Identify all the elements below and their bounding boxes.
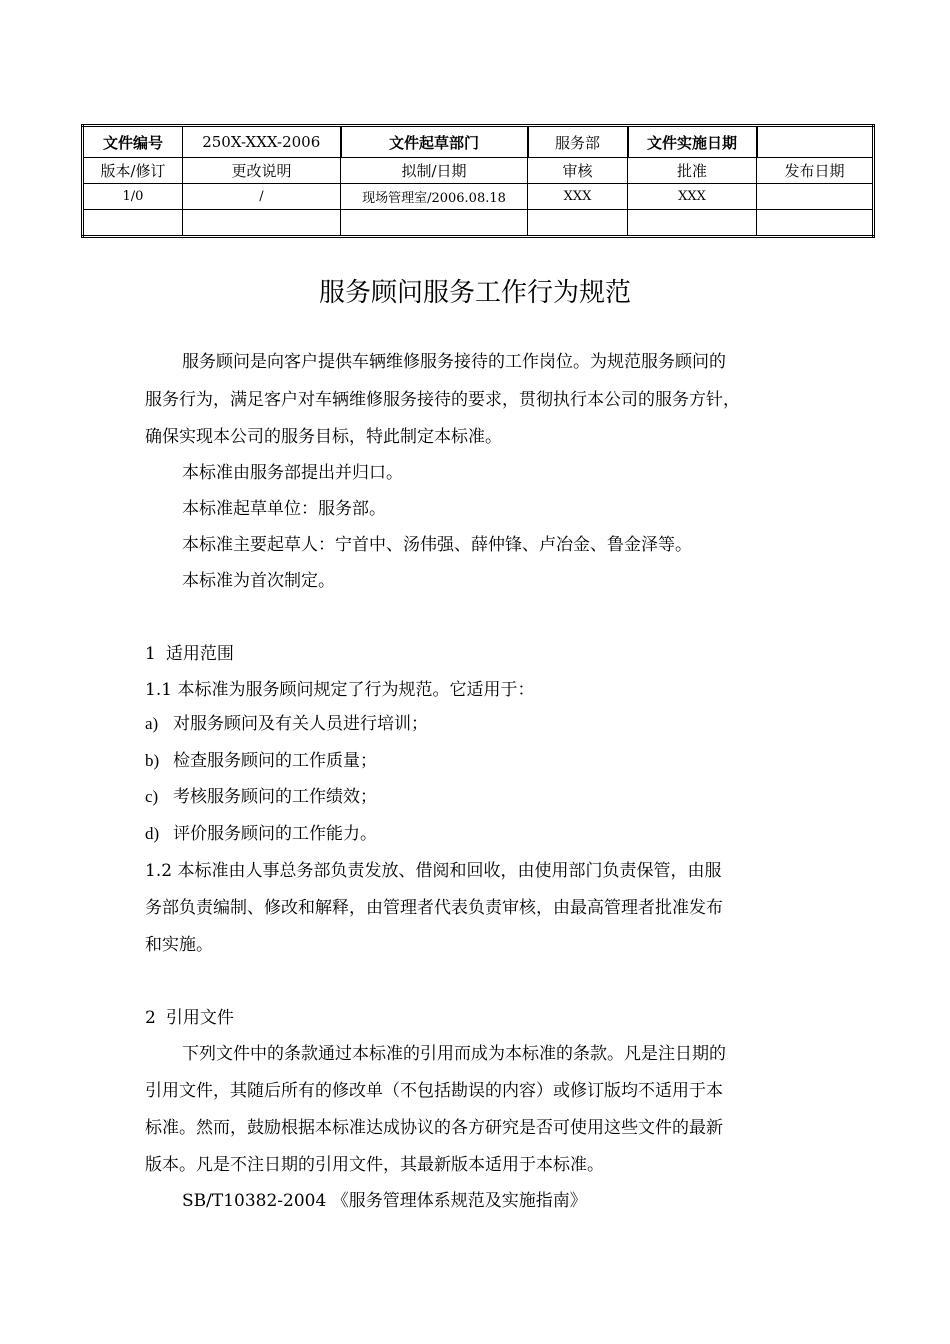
- document-title: 服务顾问服务工作行为规范: [318, 278, 631, 308]
- doc-no-value: 250X-XXX-2006: [183, 126, 341, 158]
- header-row-2: [83, 158, 874, 184]
- section-2-line: 下列文件中的条款通过本标准的引用而成为本标准的条款。凡是注日期的: [182, 1044, 726, 1064]
- impl-date-label: 文件实施日期: [628, 126, 757, 158]
- doc-no-label: 文件编号: [83, 126, 183, 158]
- drafted-date-value: 现场管理室/2006.08.18: [341, 184, 528, 210]
- dept-label: 文件起草部门: [341, 126, 528, 158]
- empty-cell: [628, 210, 757, 237]
- review-value: XXX: [528, 184, 628, 210]
- clause-1-2-line: 务部负责编制、修改和解释，由管理者代表负责审核，由最高管理者批准发布: [145, 898, 723, 918]
- approve-value: XXX: [628, 184, 757, 210]
- reference-document: SB/T10382-2004 《服务管理体系规范及实施指南》: [182, 1191, 587, 1211]
- section-1-heading: [145, 644, 234, 664]
- intro-line: 服务顾问是向客户提供车辆维修服务接待的工作岗位。为规范服务顾问的: [182, 352, 726, 372]
- empty-cell: [83, 210, 183, 237]
- section-2-line: 标准。然而，鼓励根据本标准达成协议的各方研究是否可使用这些文件的最新: [145, 1118, 723, 1138]
- publish-date-value: [757, 184, 874, 210]
- section-2-line: 版本。凡是不注日期的引用文件，其最新版本适用于本标准。: [145, 1155, 604, 1175]
- version-value: 1/0: [83, 184, 183, 210]
- impl-date-value: [757, 126, 874, 158]
- clause-1-2-line: 和实施。: [145, 935, 213, 955]
- intro-line: 本标准主要起草人：宁首中、汤伟强、薛仲锋、卢冶金、鲁金泽等。: [182, 535, 692, 555]
- approve-label: 批准: [628, 158, 757, 184]
- empty-cell: [183, 210, 341, 237]
- section-2-line: 引用文件，其随后所有的修改单（不包括勘误的内容）或修订版均不适用于本: [145, 1081, 723, 1101]
- intro-line: 本标准为首次制定。: [182, 571, 335, 591]
- list-item: [145, 824, 377, 844]
- empty-cell: [341, 210, 528, 237]
- list-marker: c): [145, 787, 159, 806]
- list-text: 检查服务顾问的工作质量；: [173, 751, 377, 771]
- clause-1-2-line: 1.2 本标准由人事总务部负责发放、借阅和回收，由使用部门负责保管，由服: [145, 861, 722, 881]
- section-title: 引用文件: [165, 1008, 234, 1028]
- document-header-table: [81, 124, 875, 238]
- list-text: 考核服务顾问的工作绩效；: [173, 787, 377, 807]
- header-row-3: [83, 184, 874, 210]
- header-row-4: [83, 210, 874, 237]
- intro-line: 确保实现本公司的服务目标，特此制定本标准。: [145, 427, 502, 447]
- header-row-1: [83, 126, 874, 158]
- intro-line: 本标准由服务部提出并归口。: [182, 463, 403, 483]
- list-marker: d): [145, 824, 160, 843]
- clause-1-1: 1.1 本标准为服务顾问规定了行为规范。它适用于：: [145, 680, 535, 700]
- version-label: 版本/修订: [83, 158, 183, 184]
- section-title: 适用范围: [165, 644, 234, 664]
- section-number: 2: [145, 1008, 156, 1028]
- change-desc-label: 更改说明: [183, 158, 341, 184]
- intro-line: 本标准起草单位：服务部。: [182, 499, 386, 519]
- section-2-heading: [145, 1008, 234, 1028]
- list-marker: b): [145, 751, 160, 770]
- drafted-date-label: 拟制/日期: [341, 158, 528, 184]
- change-desc-value: /: [183, 184, 341, 210]
- dept-value: 服务部: [528, 126, 628, 158]
- publish-date-label: 发布日期: [757, 158, 874, 184]
- list-item: [145, 787, 377, 807]
- list-text: 对服务顾问及有关人员进行培训；: [173, 714, 428, 734]
- section-number: 1: [145, 644, 156, 664]
- empty-cell: [757, 210, 874, 237]
- intro-line: 服务行为，满足客户对车辆维修服务接待的要求，贯彻执行本公司的服务方针，: [145, 390, 740, 410]
- empty-cell: [528, 210, 628, 237]
- list-item: [145, 751, 377, 771]
- list-text: 评价服务顾问的工作能力。: [173, 824, 377, 844]
- review-label: 审核: [528, 158, 628, 184]
- list-item: [145, 714, 428, 734]
- list-marker: a): [145, 714, 159, 733]
